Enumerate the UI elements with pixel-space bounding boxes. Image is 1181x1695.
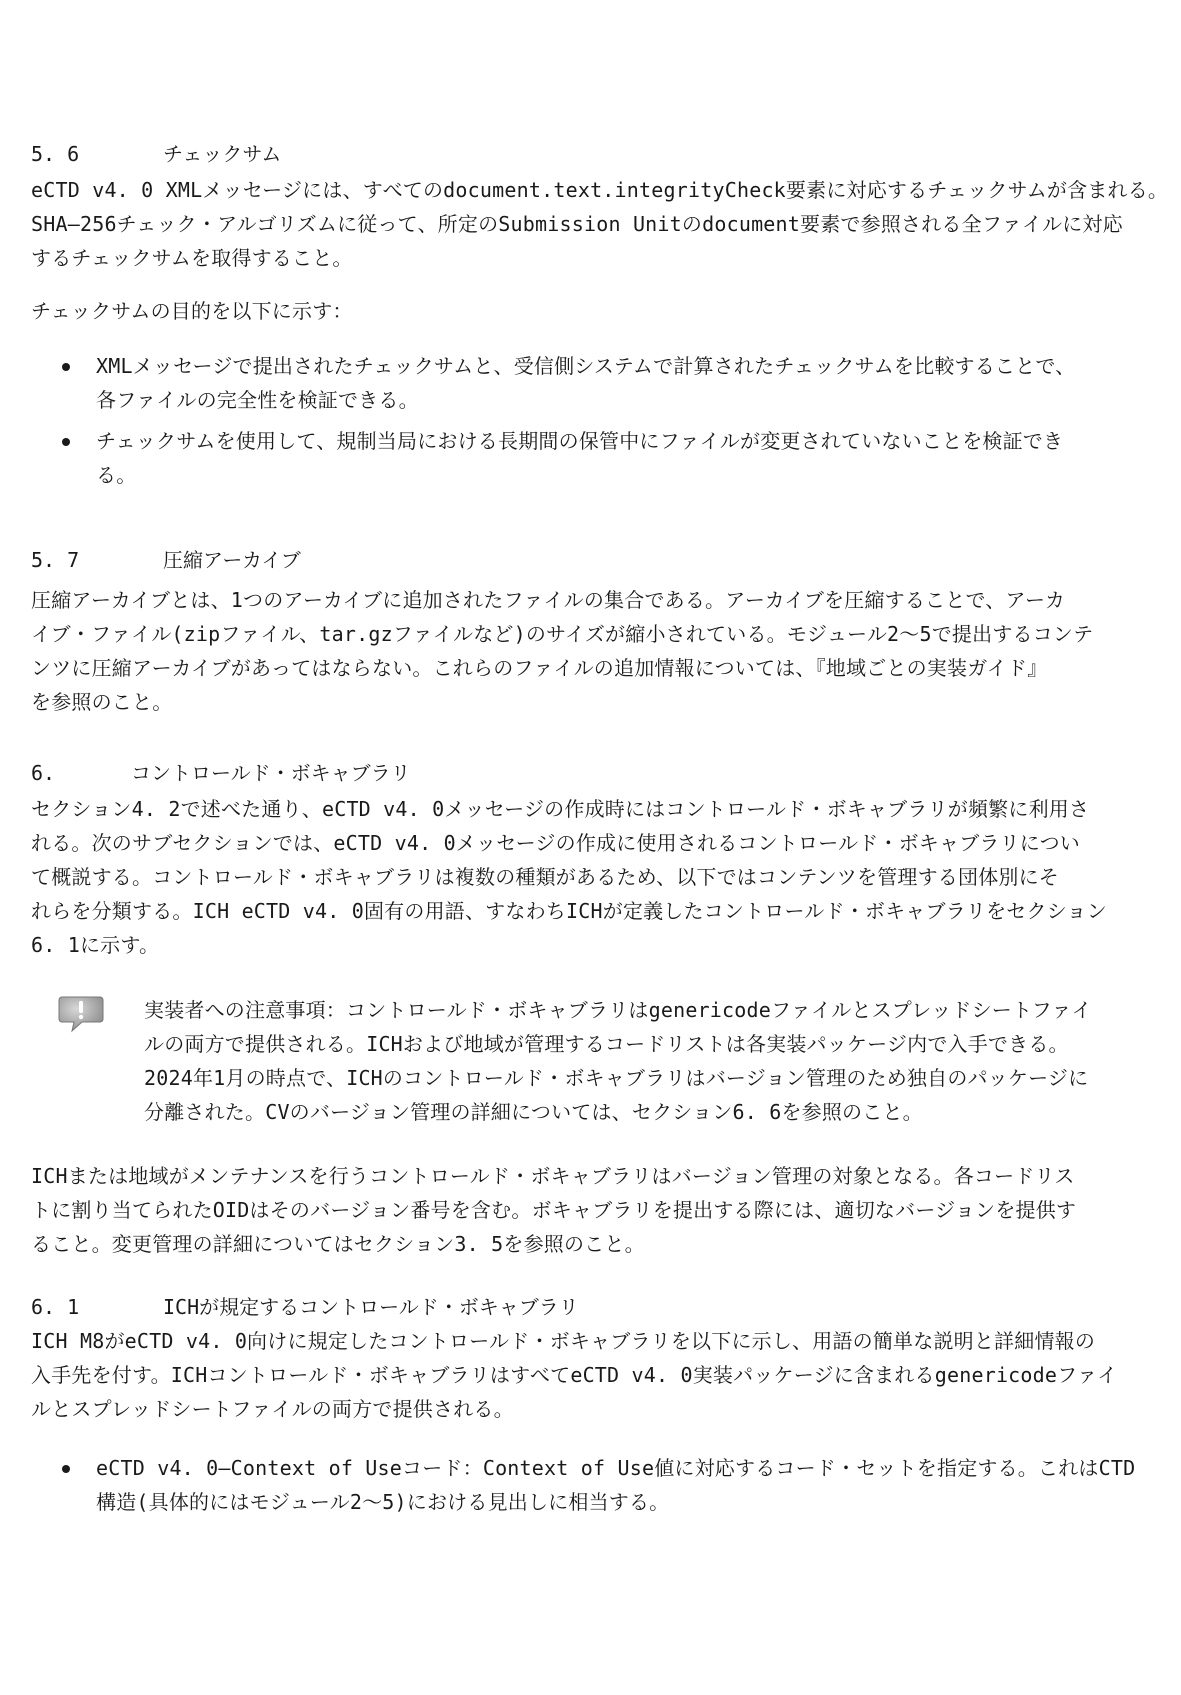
text-line: eCTD v4. 0 XMLメッセージには、すべてのdocument.text.integrityCheck要素に対応するチェックサムが含まれる。 <box>31 178 1169 202</box>
text-line: 分離された。CVのバージョン管理の詳細については、セクション6. 6を参照のこと。 <box>144 1100 923 1124</box>
section-heading-5-7 <box>31 543 1151 577</box>
section-title: 圧縮アーカイブ <box>163 548 301 572</box>
text-line: SHA―256チェック・アルゴリズムに従って、所定のSubmission Unitのdocument要素で参照される全ファイルに対応 <box>31 212 1123 236</box>
text-line: eCTD v4. 0―Context of Useコード：Context of Use値に対応するコード・セットを指定する。これはCTD <box>96 1456 1136 1480</box>
bullet-icon <box>62 438 70 446</box>
text-line: ルとスプレッドシートファイルの両方で提供される。 <box>31 1397 514 1421</box>
section-heading-6-1 <box>31 1290 1151 1324</box>
paragraph-archive <box>31 583 1151 719</box>
implementer-note <box>144 993 1154 1129</box>
paragraph-controlled-vocab <box>31 792 1151 962</box>
section-number: 6. <box>31 761 56 785</box>
paragraph-checksum-purpose: チェックサムの目的を以下に示す： <box>31 299 353 323</box>
text-line: 各ファイルの完全性を検証できる。 <box>96 388 419 412</box>
note-speech-bubble-icon <box>58 993 104 1033</box>
text-line: ルの両方で提供される。ICHおよび地域が管理するコードリストは各実装パッケージ内で入手できる。 <box>144 1032 1069 1056</box>
text-line: ICH M8がeCTD v4. 0向けに規定したコントロールド・ボキャブラリを以下に示し、用語の簡単な説明と詳細情報の <box>31 1329 1096 1353</box>
paragraph-checksum <box>31 173 1169 275</box>
text-line: トに割り当てられたOIDはそのバージョン番号を含む。ボキャブラリを提出する際には、適切なバージョンを提供す <box>31 1198 1077 1222</box>
section-title: チェックサム <box>163 142 282 166</box>
text-line: チェックサムを使用して、規制当局における長期間の保管中にファイルが変更されていないことを検証でき <box>96 429 1064 453</box>
text-line: イブ・ファイル(zipファイル、tar.gzファイルなど)のサイズが縮小されている。モジュール2～5で提出するコンテ <box>31 622 1094 646</box>
paragraph-ich-vocab <box>31 1324 1151 1426</box>
section-number: 5. 6 <box>31 142 80 166</box>
text-line: XMLメッセージで提出されたチェックサムと、受信側システムで計算されたチェックサムを比較することで、 <box>96 354 1076 378</box>
section-heading-6 <box>31 756 1151 790</box>
text-line: れらを分類する。ICH eCTD v4. 0固有の用語、すなわちICHが定義したコントロールド・ボキャブラリをセクション <box>31 899 1107 923</box>
bullet-icon <box>62 1465 70 1473</box>
text-line: ンツに圧縮アーカイブがあってはならない。これらのファイルの追加情報については、『地域ごとの実装ガイド』 <box>31 656 1048 680</box>
text-line: 2024年1月の時点で、ICHのコントロールド・ボキャブラリはバージョン管理のため独自のパッケージに <box>144 1066 1089 1090</box>
text-line: を参照のこと。 <box>31 690 173 714</box>
text-line: 入手先を付す。ICHコントロールド・ボキャブラリはすべてeCTD v4. 0実装パッケージに含まれるgenericodeファイ <box>31 1363 1118 1387</box>
text-line: 6. 1に示す。 <box>31 933 160 957</box>
section-heading-5-6 <box>31 137 1151 171</box>
text-line: て概説する。コントロールド・ボキャブラリは複数の種類があるため、以下ではコンテンツを管理する団体別にそ <box>31 865 1059 889</box>
text-line: 圧縮アーカイブとは、1つのアーカイブに追加されたファイルの集合である。アーカイブを圧縮することで、アーカ <box>31 588 1066 612</box>
section-title: コントロールド・ボキャブラリ <box>131 761 411 785</box>
text-line: る。 <box>96 463 137 487</box>
text-line: 実装者への注意事項：コントロールド・ボキャブラリはgenericodeファイルとスプレッドシートファイ <box>144 998 1092 1022</box>
text-line: するチェックサムを取得すること。 <box>31 246 353 270</box>
text-line: ること。変更管理の詳細についてはセクション3. 5を参照のこと。 <box>31 1232 645 1256</box>
section-title: ICHが規定するコントロールド・ボキャブラリ <box>163 1295 579 1319</box>
text-line: れる。次のサブセクションでは、eCTD v4. 0メッセージの作成に使用されるコントロールド・ボキャブラリについ <box>31 831 1081 855</box>
paragraph-version-management <box>31 1159 1151 1261</box>
section-number: 5. 7 <box>31 548 80 572</box>
bullet-icon <box>62 363 70 371</box>
text-line: 構造(具体的にはモジュール2～5)における見出しに相当する。 <box>96 1490 670 1514</box>
section-number: 6. 1 <box>31 1295 80 1319</box>
text-line: セクション4. 2で述べた通り、eCTD v4. 0メッセージの作成時にはコントロールド・ボキャブラリが頻繁に利用さ <box>31 797 1090 821</box>
text-line: ICHまたは地域がメンテナンスを行うコントロールド・ボキャブラリはバージョン管理の対象となる。各コードリス <box>31 1164 1075 1188</box>
